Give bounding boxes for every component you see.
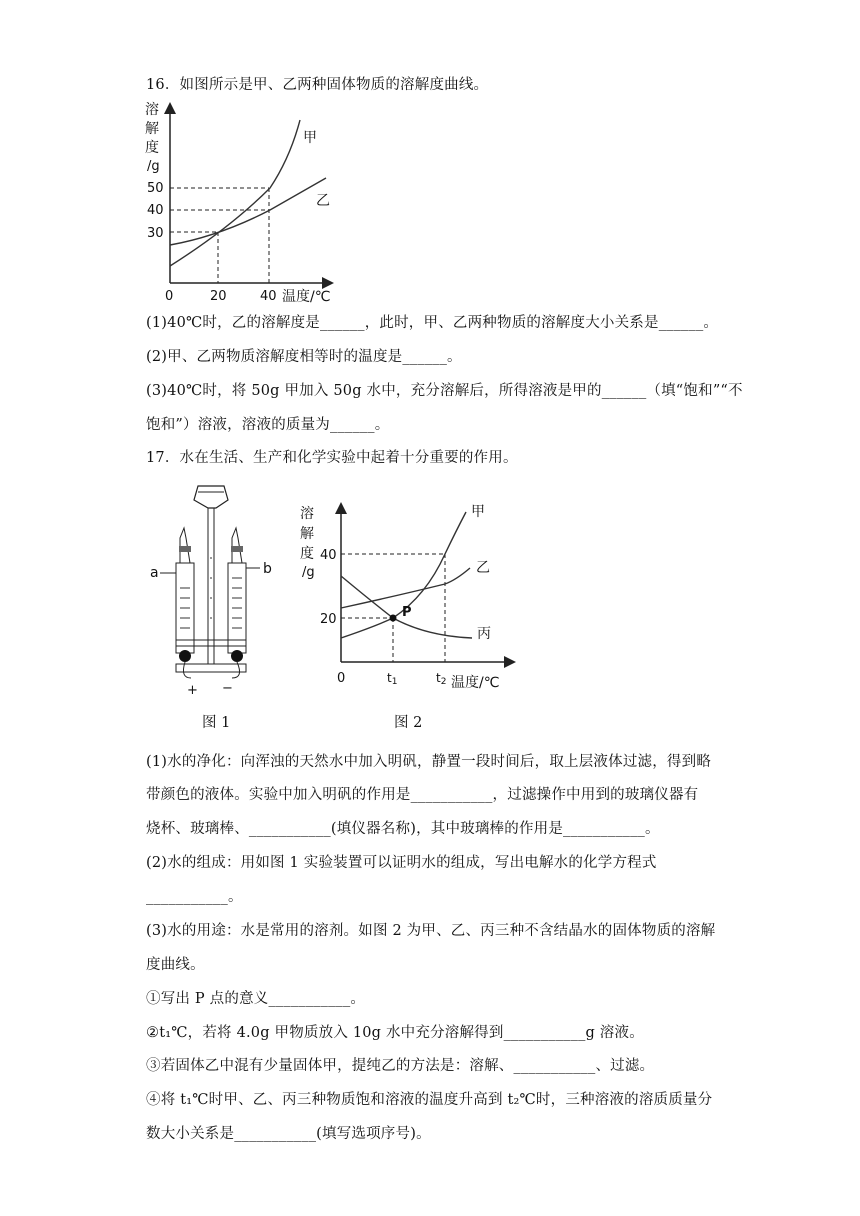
q17-fig2-point-p	[390, 615, 397, 622]
q17-fig2-point-p-label: P	[402, 605, 412, 620]
q17-fig2-caption: 图 2	[394, 715, 423, 731]
q17-line-2: 带颜色的液体。实验中加入明矾的作用是___________，过滤操作中用到的玻璃仪器有	[146, 787, 699, 803]
q17-fig2-series-yi-label: 乙	[476, 560, 490, 576]
q17-line-8: ①写出 P 点的意义___________。	[146, 991, 366, 1007]
q16-ytick-50: 50	[147, 181, 164, 196]
q16-xtick-0: 0	[165, 289, 174, 304]
q17-fig2-xtick-0: 0	[337, 671, 346, 686]
q17-fig1-label-b: b	[263, 561, 272, 577]
q17-line-12: 数大小关系是___________(填写选项序号)。	[146, 1126, 431, 1142]
q16-curve-jia	[170, 120, 300, 266]
q17-fig2-ytick-20: 20	[320, 612, 337, 627]
q17-line-9: ②t₁℃，若将 4.0g 甲物质放入 10g 水中充分溶解得到___________g 溶液。	[146, 1025, 644, 1041]
q17-fig2-ylabel-2: 解	[300, 526, 314, 542]
q17-fig2-series-jia-label: 甲	[471, 504, 485, 520]
q17-fig2-ylabel-3: 度	[300, 546, 314, 562]
q16-ytick-40: 40	[147, 203, 164, 218]
q16-ytick-30: 30	[147, 226, 164, 241]
q17-fig2-series-bing-label: 丙	[477, 626, 491, 642]
q16-series-yi-label: 乙	[316, 193, 330, 209]
q17-fig2-xtick-t1: t1	[387, 671, 398, 687]
q16-xlabel: 温度/℃	[282, 289, 331, 305]
q16-xtick-40: 40	[260, 289, 277, 304]
q17-fig1-plus: +	[187, 683, 198, 698]
q16-line-1: (1)40℃时，乙的溶解度是______，此时，甲、乙两种物质的溶解度大小关系是______。	[146, 315, 719, 331]
q16-xtick-20: 20	[210, 289, 227, 304]
q17-fig2-guides	[341, 554, 445, 662]
q17-fig2-solubility-chart	[296, 496, 516, 696]
q16-ylabel-3: 度	[145, 140, 159, 156]
q17-fig2-ylabel-1: 溶	[300, 506, 314, 522]
q17-fig2-curve-yi	[341, 568, 470, 608]
q17-line-7: 度曲线。	[146, 957, 205, 973]
q16-line-3: (3)40℃时，将 50g 甲加入 50g 水中，充分溶解后，所得溶液是甲的______（填“饱和”“不	[146, 383, 743, 399]
q17-fig2-xlabel: 温度/℃	[451, 675, 500, 691]
q17-fig2-ytick-40: 40	[320, 548, 337, 563]
q16-solubility-chart	[140, 98, 340, 308]
q16-line-4: 饱和”）溶液，溶液的质量为______。	[146, 417, 390, 433]
q17-title: 17．水在生活、生产和化学实验中起着十分重要的作用。	[146, 450, 518, 466]
q17-line-6: (3)水的用途：水是常用的溶剂。如图 2 为甲、乙、丙三种不含结晶水的固体物质的溶解	[146, 923, 716, 939]
q17-line-11: ④将 t₁℃时甲、乙、丙三种物质饱和溶液的温度升高到 t₂℃时，三种溶液的溶质质量分	[146, 1092, 713, 1108]
q17-fig1-electrolysis-apparatus	[146, 478, 286, 698]
q17-fig2-xtick-t2: t2	[436, 671, 447, 687]
q17-fig1-caption: 图 1	[202, 715, 231, 731]
q16-line-2: (2)甲、乙两物质溶解度相等时的温度是______。	[146, 349, 462, 365]
q17-line-10: ③若固体乙中混有少量固体甲，提纯乙的方法是：溶解、___________、过滤。	[146, 1058, 655, 1074]
q17-fig1-minus: −	[222, 681, 233, 696]
q16-title: 16．如图所示是甲、乙两种固体物质的溶解度曲线。	[146, 77, 489, 93]
q16-ylabel-4: /g	[147, 159, 160, 174]
q16-ylabel-1: 溶	[145, 102, 159, 118]
q16-ylabel-2: 解	[145, 121, 159, 137]
q17-line-4: (2)水的组成：用如图 1 实验装置可以证明水的组成，写出电解水的化学方程式	[146, 855, 657, 871]
q17-fig2-ylabel-4: /g	[302, 565, 315, 580]
q16-series-jia-label: 甲	[303, 130, 317, 146]
q17-line-1: (1)水的净化：向浑浊的天然水中加入明矾，静置一段时间后，取上层液体过滤，得到略	[146, 754, 712, 770]
q17-line-5: ___________。	[146, 889, 243, 905]
q17-line-3: 烧杯、玻璃棒、___________(填仪器名称)，其中玻璃棒的作用是___________。	[146, 821, 660, 837]
q17-fig1-label-a: a	[150, 565, 159, 581]
